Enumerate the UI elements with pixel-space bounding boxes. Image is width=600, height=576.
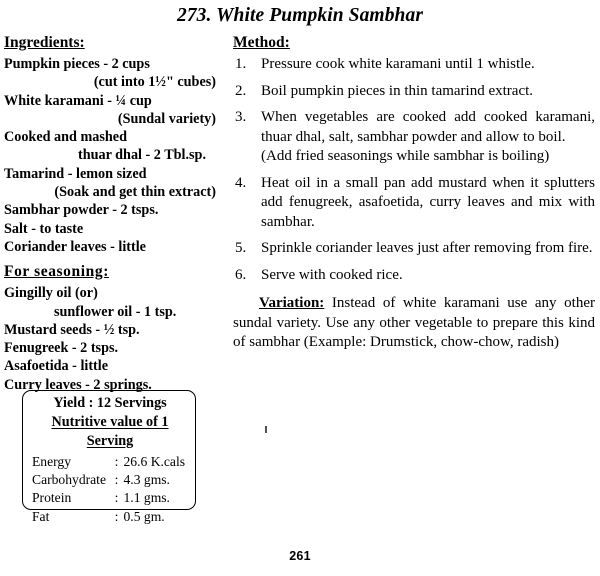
method-steps-list <box>233 55 595 285</box>
method-step <box>233 55 595 75</box>
ingredient-line: Cooked and mashed <box>4 129 127 146</box>
method-step <box>233 174 595 233</box>
table-row <box>32 471 188 489</box>
method-step-number: 4. <box>235 174 247 191</box>
method-step-number: 2. <box>235 82 247 99</box>
nutrient-value: 26.6 K.cals <box>123 454 186 469</box>
nutrient-colon: : <box>114 454 119 469</box>
nutrient-label: Protein <box>32 490 72 506</box>
nutrient-label: Fat <box>32 508 50 524</box>
ingredient-line: (Sundal variety) <box>117 110 216 127</box>
nutrient-label: Energy <box>32 454 72 469</box>
seasoning-list <box>4 284 228 394</box>
nutrient-value: 1.1 gms. <box>123 490 170 506</box>
table-row <box>32 453 188 471</box>
ingredient-line: White karamani - ¼ cup <box>4 92 152 109</box>
nutrient-colon: : <box>114 508 119 524</box>
method-heading: Method: <box>233 34 290 51</box>
method-step-number: 6. <box>235 266 247 283</box>
method-step <box>233 108 595 167</box>
variation-label: Variation: <box>259 295 325 311</box>
seasoning-line: Asafoetida - little <box>4 358 109 375</box>
ingredient-line: (cut into 1½" cubes) <box>93 74 216 91</box>
nutritive-value-heading: Nutritive value of 1 Serving <box>51 414 169 449</box>
nutrient-value: 0.5 gm. <box>123 508 165 524</box>
variation-text: Instead of white karamani use any other sundal variety. Use any other vegetable to prepare this kind of sambhar (Example: Drumstick, chow-chow, radish) <box>233 295 595 350</box>
scan-artifact-mark <box>265 426 267 433</box>
ingredient-line: Sambhar powder - 2 tsps. <box>4 202 159 219</box>
seasoning-line: Curry leaves - 2 springs. <box>4 376 152 393</box>
nutrition-table <box>32 453 188 526</box>
seasoning-heading: For seasoning: <box>4 263 109 281</box>
variation-paragraph <box>233 294 595 353</box>
method-step-text: Pressure cook white karamani until 1 whistle. <box>261 56 535 72</box>
ingredient-line: Coriander leaves - little <box>4 238 146 255</box>
page-number: 261 <box>289 549 311 563</box>
seasoning-line: Gingilly oil (or) <box>4 285 98 302</box>
ingredient-line: Salt - to taste <box>4 220 84 237</box>
ingredients-column <box>4 34 228 394</box>
method-column <box>233 34 595 353</box>
method-step-text: Heat oil in a small pan add mustard when it splutters add fenugreek, asafoetida, curry leaves and mix with sambhar. <box>261 174 595 230</box>
ingredient-line: Tamarind - lemon sized <box>4 165 147 182</box>
method-step-number: 1. <box>235 56 247 72</box>
nutrient-colon: : <box>114 472 119 488</box>
seasoning-line: Fenugreek - 2 tsps. <box>4 340 119 357</box>
page-title: 273. White Pumpkin Sambhar <box>176 5 424 26</box>
ingredient-line: Pumpkin pieces - 2 cups <box>4 56 150 72</box>
seasoning-line: sunflower oil - 1 tsp. <box>54 303 177 320</box>
method-step-number: 5. <box>235 240 247 256</box>
method-step-note: (Add fried seasonings while sambhar is boiling) <box>261 148 550 164</box>
ingredient-line: (Soak and get thin extract) <box>54 184 216 201</box>
ingredient-line: thuar dhal - 2 Tbl.sp. <box>77 147 206 164</box>
method-step <box>233 239 595 259</box>
method-step <box>233 266 595 286</box>
method-step-text: Sprinkle coriander leaves just after removing from fire. <box>261 240 593 256</box>
ingredients-list <box>4 55 228 256</box>
table-row <box>32 489 188 507</box>
seasoning-line: Mustard seeds - ½ tsp. <box>4 321 140 338</box>
yield-label: Yield : 12 Servings <box>53 395 167 411</box>
method-step-text: Boil pumpkin pieces in thin tamarind extract. <box>261 82 534 99</box>
method-step <box>233 82 595 102</box>
ingredients-heading: Ingredients: <box>4 34 85 51</box>
method-step-text: When vegetables are cooked add cooked karamani, thuar dhal, salt, sambhar powder and allow to boil. <box>261 109 595 145</box>
nutrient-colon: : <box>114 490 119 506</box>
method-step-text: Serve with cooked rice. <box>261 266 403 283</box>
nutrient-label: Carbohydrate <box>32 472 106 488</box>
nutrient-value: 4.3 gms. <box>123 472 170 488</box>
nutrition-box <box>22 390 196 524</box>
table-row <box>32 508 188 526</box>
method-step-number: 3. <box>235 109 247 125</box>
